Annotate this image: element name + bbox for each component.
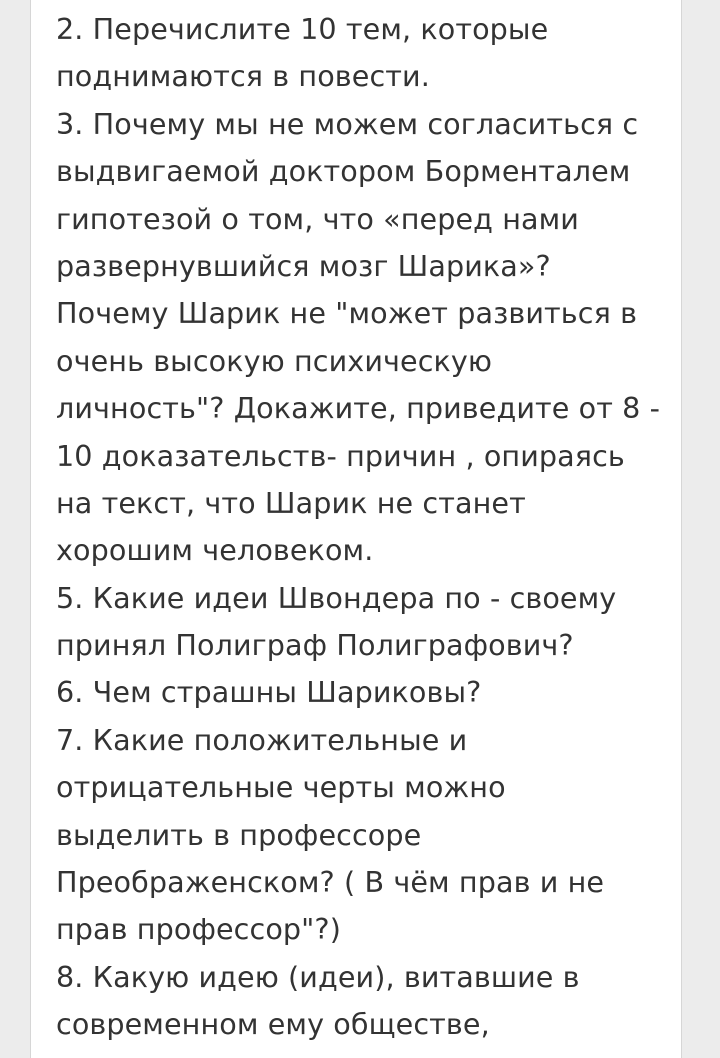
- text-line: хорошим человеком.: [56, 533, 374, 568]
- text-line: на текст, что Шарик не станет: [56, 485, 526, 520]
- text-line: Почему Шарик не "может развиться в: [56, 296, 638, 331]
- text-line: 2. Перечислите 10 тем, которые: [56, 12, 549, 46]
- text-line: 8. Какую идею (идеи), витавшие в: [56, 959, 580, 994]
- text-line: отрицательные черты можно: [56, 770, 506, 805]
- text-line: Преображенском? ( В чём прав и не: [56, 865, 605, 900]
- text-line: поднимаются в повести.: [56, 59, 430, 94]
- text-line: 7. Какие положительные и: [56, 722, 468, 757]
- text-line: принял Полиграф Полиграфович?: [56, 628, 574, 663]
- question-list: [56, 6, 676, 1049]
- text-line: выделить в профессоре: [56, 817, 422, 852]
- text-line: 5. Какие идеи Швондера по - своему: [56, 580, 617, 615]
- text-line: современном ему обществе,: [56, 1007, 490, 1042]
- text-line: очень высокую психическую: [56, 343, 493, 378]
- text-line: 6. Чем страшны Шариковы?: [56, 675, 482, 710]
- text-line: выдвигаемой доктором Борменталем: [56, 154, 631, 189]
- text-line: развернувшийся мозг Шарика»?: [56, 248, 551, 283]
- text-line: прав профессор"?): [56, 912, 341, 947]
- text-line: гипотезой о том, что «перед нами: [56, 201, 579, 236]
- text-line: 3. Почему мы не можем согласиться с: [56, 106, 639, 141]
- text-line: личность"? Докажите, приведите от 8 -: [56, 391, 661, 426]
- text-line: 10 доказательств- причин , опираясь: [56, 438, 625, 473]
